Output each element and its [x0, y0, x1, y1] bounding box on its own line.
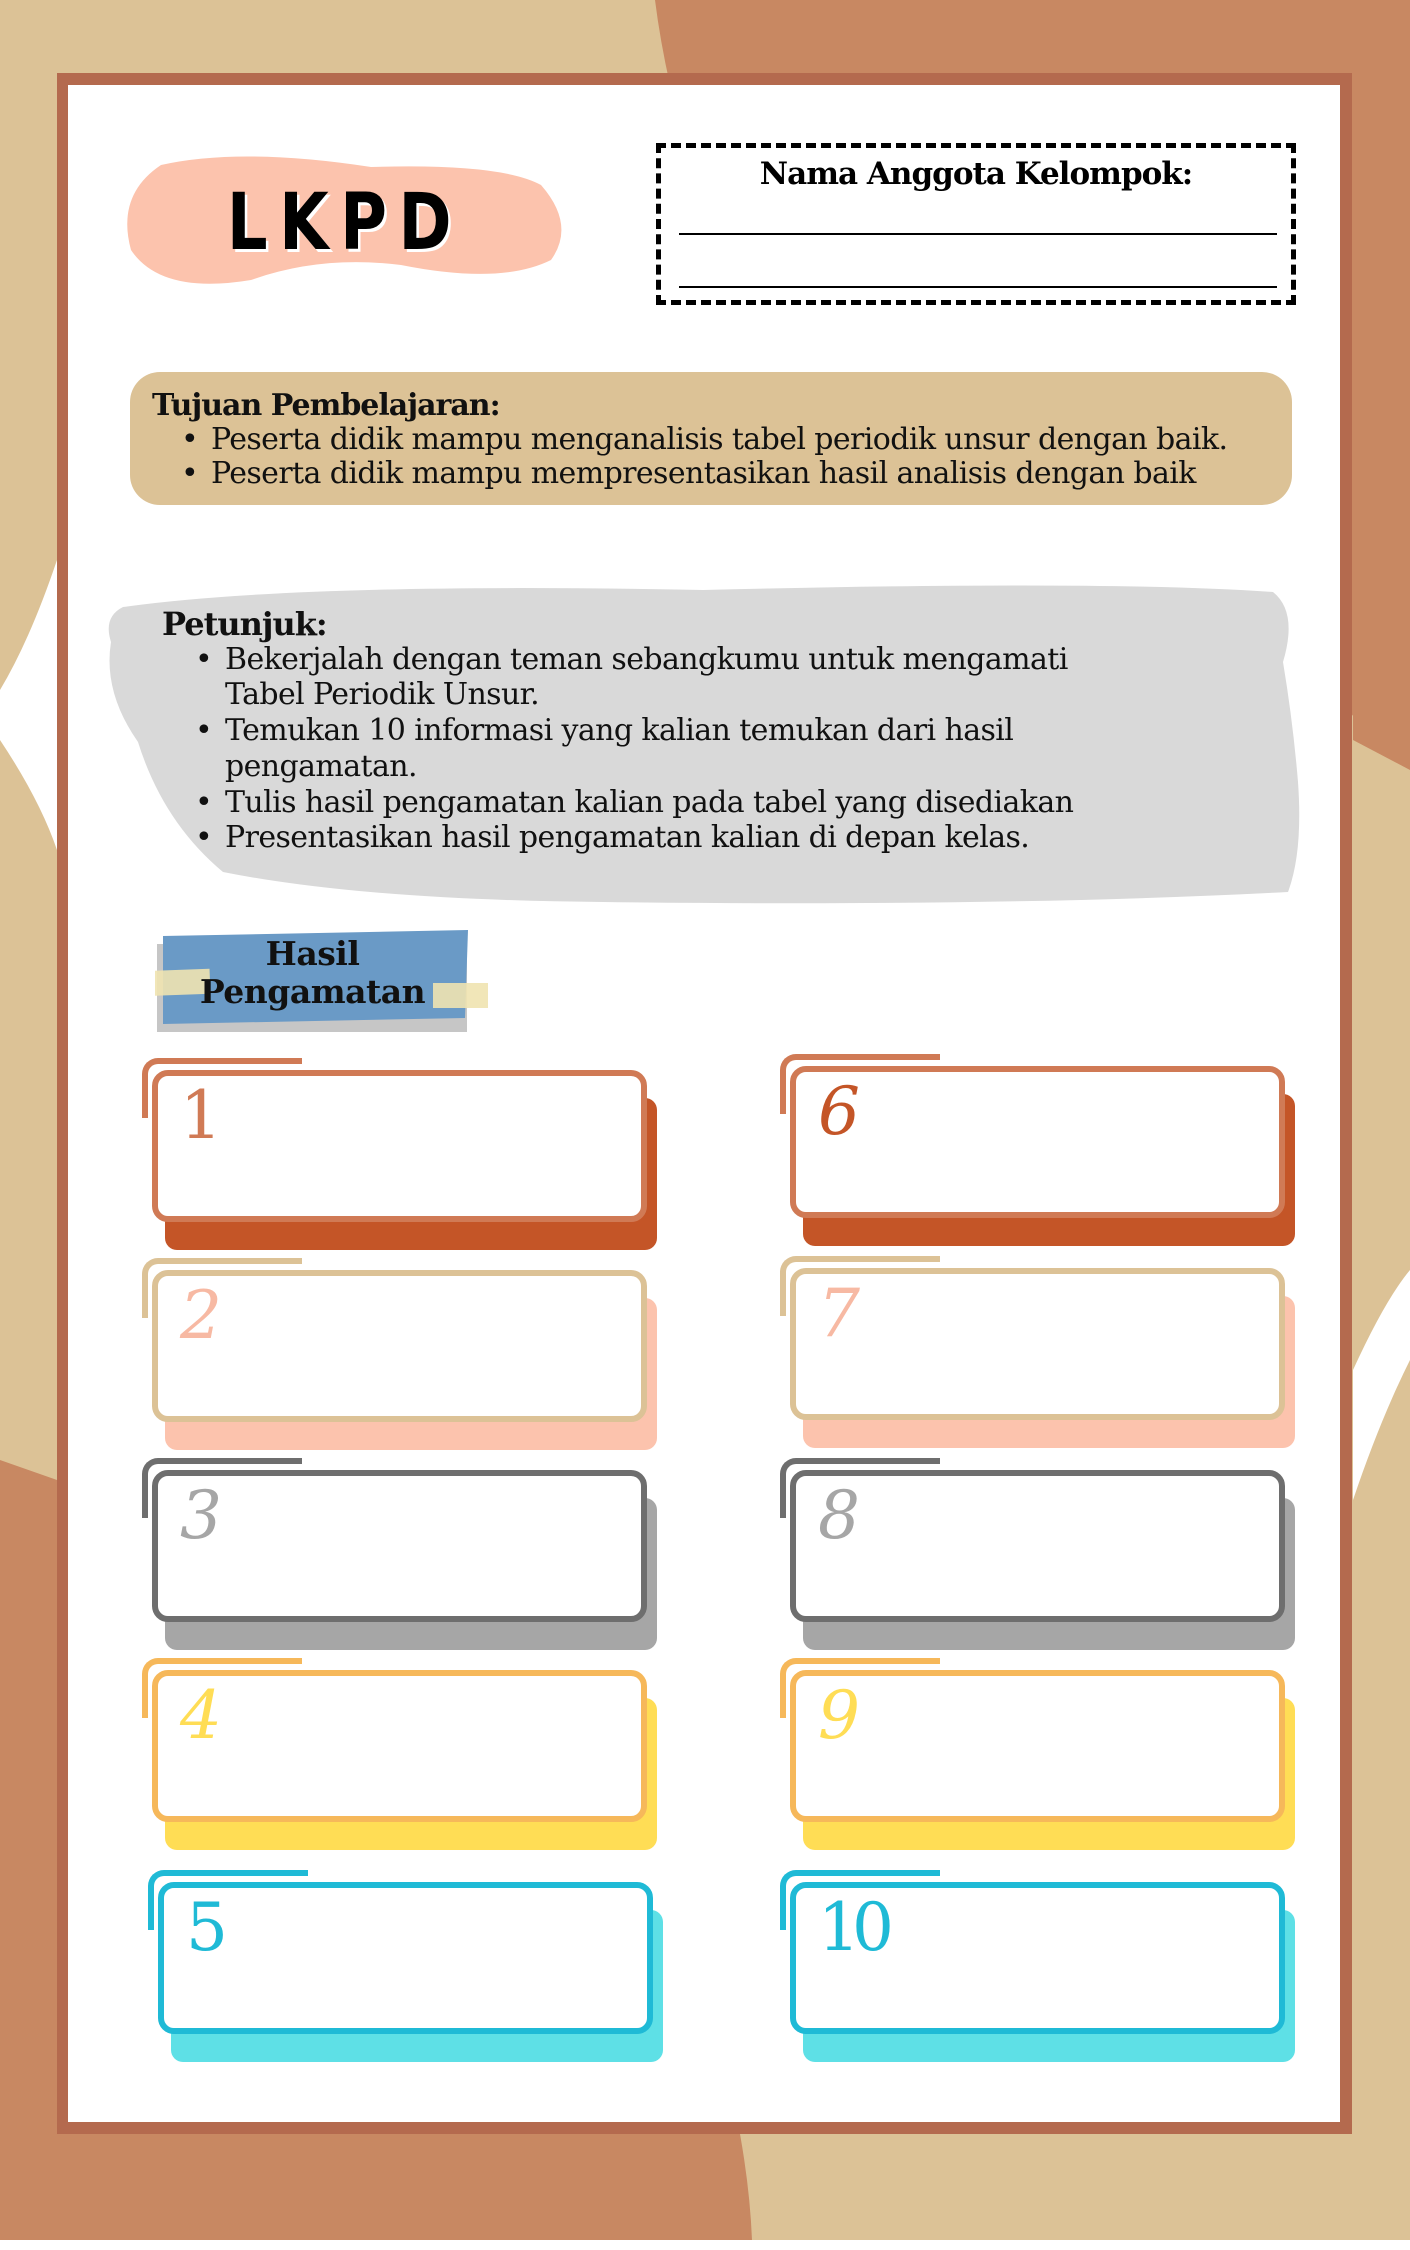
results-label [155, 935, 470, 1011]
box-number: 9 [818, 1677, 860, 1754]
box-number: 10 [818, 1889, 886, 1966]
instruction-item-2-line1: • Temukan 10 informasi yang kalian temukan dari hasil [225, 713, 1013, 748]
observation-input-9[interactable] [790, 1670, 1285, 1822]
box-number: 8 [818, 1477, 860, 1554]
box-number: 4 [180, 1677, 222, 1754]
observation-box-8[interactable] [780, 1470, 1300, 1655]
learning-goal-item: • Peserta didik mampu mempresentasikan hasil analisis dengan baik [211, 456, 1196, 491]
instructions-title: Petunjuk: [162, 605, 327, 643]
member-name-line-2[interactable] [679, 286, 1277, 288]
learning-goal-item: • Peserta didik mampu menganalisis tabel periodik unsur dengan baik. [211, 422, 1227, 457]
box-number: 5 [186, 1889, 228, 1966]
observation-input-2[interactable] [152, 1270, 647, 1422]
observation-box-2[interactable] [142, 1270, 662, 1455]
box-number: 7 [818, 1275, 860, 1352]
observation-input-1[interactable] [152, 1070, 647, 1222]
instruction-item-3: • Tulis hasil pengamatan kalian pada tabel yang disediakan [225, 785, 1073, 820]
instruction-item-1-line1: • Bekerjalah dengan teman sebangkumu untuk mengamati [225, 642, 1068, 677]
group-members-box [656, 143, 1296, 305]
box-number: 2 [180, 1277, 222, 1354]
observation-input-6[interactable] [790, 1066, 1285, 1218]
results-label-line1: Hasil [265, 934, 360, 973]
box-number: 6 [818, 1073, 860, 1150]
page-title: LKPD [226, 178, 464, 268]
observation-input-10[interactable] [790, 1882, 1285, 2034]
observation-input-5[interactable] [158, 1882, 653, 2034]
learning-goals-box [130, 372, 1292, 505]
results-label-line2: Pengamatan [199, 972, 426, 1011]
observation-input-4[interactable] [152, 1670, 647, 1822]
observation-box-9[interactable] [780, 1670, 1300, 1855]
observation-input-3[interactable] [152, 1470, 647, 1622]
observation-box-10[interactable] [780, 1882, 1300, 2067]
observation-box-6[interactable] [780, 1066, 1300, 1251]
instruction-item-2-line2: pengamatan. [225, 749, 417, 784]
member-name-line-1[interactable] [679, 233, 1277, 235]
observation-box-3[interactable] [142, 1470, 662, 1655]
observation-box-1[interactable] [142, 1070, 662, 1255]
observation-box-5[interactable] [148, 1882, 668, 2067]
learning-goals-title: Tujuan Pembelajaran: [152, 388, 500, 423]
box-number: 1 [180, 1077, 222, 1154]
observation-box-7[interactable] [780, 1268, 1300, 1453]
observation-input-8[interactable] [790, 1470, 1285, 1622]
instruction-item-4: • Presentasikan hasil pengamatan kalian di depan kelas. [225, 820, 1029, 855]
box-number: 3 [180, 1477, 222, 1554]
group-members-label: Nama Anggota Kelompok: [759, 156, 1193, 192]
instruction-item-1-line2: Tabel Periodik Unsur. [225, 677, 540, 712]
observation-box-4[interactable] [142, 1670, 662, 1855]
observation-input-7[interactable] [790, 1268, 1285, 1420]
